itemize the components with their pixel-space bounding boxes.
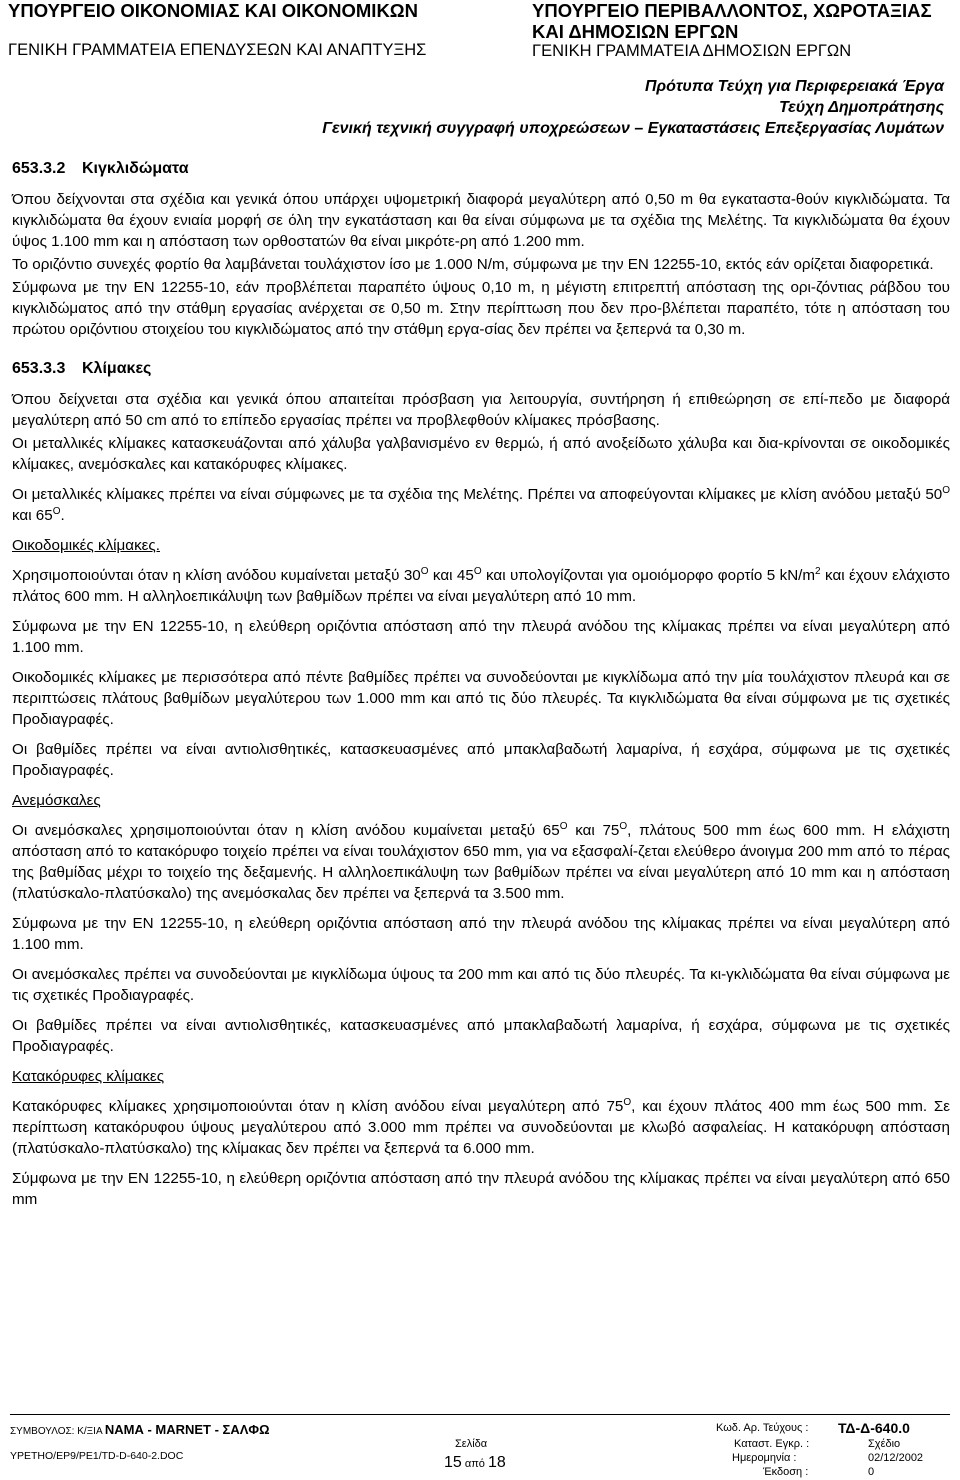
- text-run: Χρησιμοποιούνται όταν η κλίση ανόδου κυμαίνεται μεταξύ 30: [12, 567, 421, 584]
- status-label: Καταστ. Εγκρ. :: [734, 1438, 810, 1450]
- subheading-ladders: Ανεμόσκαλες: [12, 792, 101, 809]
- text-run: Κατακόρυφες κλίμακες χρησιμοποιούνται όταν η κλίση ανόδου είναι μεγαλύτερη από 75: [12, 1098, 624, 1115]
- date-label: Ημερομηνία :: [732, 1452, 797, 1464]
- subheading-building-stairs: Οικοδομικές κλίμακες.: [12, 537, 160, 554]
- page-of: από: [461, 1458, 488, 1470]
- text-run: Οι ανεμόσκαλες χρησιμοποιούνται όταν η κλίση ανόδου κυμαίνεται μεταξύ 65: [12, 822, 560, 839]
- document-type-title: Τεύχη Δημοπράτησης: [778, 99, 944, 116]
- degree-mark: Ο: [420, 565, 429, 577]
- footer-divider: [10, 1414, 950, 1415]
- paragraph: [12, 484, 950, 526]
- edition-value: 0: [868, 1466, 875, 1478]
- section-title: Κλίμακες: [82, 360, 152, 377]
- status-value: Σχέδιο: [868, 1438, 901, 1450]
- page-number: [444, 1454, 506, 1472]
- document-body: [12, 158, 950, 1219]
- paragraph: [12, 565, 950, 607]
- paragraph: Σύμφωνα με την EN 12255-10, η ελεύθερη οριζόντια απόσταση από την πλευρά ανόδου της κλίμακας πρέπει να είναι μεγαλύτερη από 650 mm: [12, 1170, 950, 1208]
- degree-mark: Ο: [619, 820, 628, 832]
- paragraph: Σύμφωνα με την EN 12255-10, εάν προβλέπεται παραπέτο ύψους 0,10 m, η μέγιστη επιτρεπτή απόσταση της ορι-ζόντιας ράβδου του κιγκλιδώματος από την στάθμη εργασίας ανέρχεται σε 0,50 m. Στην περίπτωση που δεν προ-βλέπεται παραπέτο, τότε η απόσταση του πρώτου οριζόντιου στοιχείου του κιγκλιδώματος από την στάθμη εργα-σίας δεν πρέπει να ξεπερνά τα 0,30 m.: [12, 279, 950, 338]
- page-total: 18: [487, 1454, 506, 1471]
- ministry-left-title: ΥΠΟΥΡΓΕΙΟ ΟΙΚΟΝΟΜΙΑΣ ΚΑΙ ΟΙΚΟΝΟΜΙΚΩΝ: [8, 0, 418, 21]
- page-header: [0, 0, 960, 70]
- paragraph: Οικοδομικές κλίμακες με περισσότερα από πέντε βαθμίδες πρέπει να συνοδεύονται με κιγκλίδωμα από την μία τουλάχιστον πλευρά και σε περιπτώσεις πλάτους βαθμίδων μεγαλύτερου των 1.000 mm και από τις δύο πλευρές. Τα κιγκλιδώματα θα είναι σύμφωνα με τις σχετικές Προδιαγραφές.: [12, 669, 950, 728]
- paragraph: Οι μεταλλικές κλίμακες κατασκευάζονται από χάλυβα γαλβανισμένο εν θερμώ, ή από ανοξείδωτο χάλυβα και δια-κρίνονται σε οικοδομικές κλίμακες, ανεμόσκαλες και κατακόρυφες κλίμακες.: [12, 435, 950, 473]
- text-run: , και έχουν πλάτος 400 mm έως 500 mm. Σε περίπτωση κατακόρυφου ύψους μεγαλύτερου από 3.000 mm πρέπει να συνοδεύονται με κλωβό ασφαλείας. Η κατακόρυφη απόσταση (πλατύσκαλο-πλατύσκαλο) της κλίμακας δεν πρέπει να ξεπερνά τα 6.000 mm.: [12, 1098, 950, 1157]
- edition-label: Έκδοση :: [763, 1466, 809, 1478]
- section-heading-railings: [12, 158, 950, 179]
- subheading-vertical-ladders: Κατακόρυφες κλίμακες: [12, 1068, 165, 1085]
- document-series-title: Πρότυπα Τεύχη για Περιφερειακά Έργα: [644, 78, 944, 95]
- degree-mark: Ο: [942, 484, 950, 496]
- text-run: και έχουν ελάχιστο πλάτος 600 mm. Η αλληλοεπικάλυψη των βαθμίδων πρέπει να είναι μεγαλύτερη από 10 mm.: [12, 567, 950, 605]
- paragraph: Οι ανεμόσκαλες πρέπει να συνοδεύονται με κιγκλίδωμα ύψους τα 200 mm και από τις δύο πλευρές. Τα κι-γκλιδώματα θα είναι σύμφωνα με τις σχετικές Προδιαγραφές.: [12, 966, 950, 1004]
- section-number: 653.3.2: [12, 160, 66, 177]
- code-value: ΤΔ-Δ-640.0: [838, 1420, 910, 1436]
- text-run: , πλάτους 500 mm έως 600 mm. Η ελάχιστη απόσταση από το κατακόρυφο τοιχείο πρέπει να είναι τουλάχιστον 650 mm, για να εξασφαλί-ζεται ελεύθερο άνοιγμα 200 mm από το πέρας της βαθμίδας μέχρι το τοιχείο της δεξαμενής. Η αλληλοεπικάλυψη των βαθμίδων πρέπει να είναι μεγαλύτερη από 10 mm και η απόσταση (πλατύσκαλο-πλατύσκαλο) της ανεμόσκαλας δεν πρέπει να ξεπερνά τα 3.500 mm.: [12, 822, 950, 902]
- paragraph: Όπου δείχνεται στα σχέδια και γενικά όπου απαιτείται πρόσβαση για λειτουργία, συντήρηση ή επιθεώρηση σε επί-πεδο με διαφορά μεγαλύτερη από 50 cm από το επίπεδο εργασίας πρέπει να προβλεφθούν κλίμακες πρόσβασης.: [12, 391, 950, 429]
- advisor-info: [10, 1422, 270, 1437]
- degree-mark: Ο: [52, 505, 61, 517]
- text-run: και 65: [12, 507, 53, 524]
- ministry-right-subtitle: ΓΕΝΙΚΗ ΓΡΑΜΜΑΤΕΙΑ ΔΗΜΟΣΙΩΝ ΕΡΓΩΝ: [532, 42, 852, 60]
- paragraph: [12, 1096, 950, 1159]
- file-name: YPETHO/EP9/PE1/TD-D-640-2.DOC: [10, 1450, 184, 1462]
- superscript: 2: [815, 565, 821, 577]
- page-label: Σελίδα: [455, 1438, 488, 1450]
- paragraph: Σύμφωνα με την EN 12255-10, η ελεύθερη οριζόντια απόσταση από την πλευρά ανόδου της κλίμακας πρέπει να είναι μεγαλύτερη από 1.100 mm.: [12, 915, 950, 953]
- section-number: 653.3.3: [12, 360, 66, 377]
- paragraph: Το οριζόντιο συνεχές φορτίο θα λαμβάνεται τουλάχιστον ίσο με 1.000 N/m, σύμφωνα με την EN 12255-10, εκτός εάν ορίζεται διαφορετικά.: [12, 256, 934, 273]
- advisor-label: ΣΥΜΒΟΥΛΟΣ: Κ/ΞΙΑ: [10, 1426, 105, 1437]
- paragraph: Σύμφωνα με την EN 12255-10, η ελεύθερη οριζόντια απόσταση από την πλευρά ανόδου της κλίμακας πρέπει να είναι μεγαλύτερη από 1.100 mm.: [12, 618, 950, 656]
- section-title: Κιγκλιδώματα: [82, 160, 189, 177]
- code-label: Κωδ. Αρ. Τεύχους :: [716, 1422, 809, 1434]
- degree-mark: Ο: [559, 820, 568, 832]
- text-run: και 75: [567, 822, 620, 839]
- text-run: και 45: [428, 567, 474, 584]
- text-run: και υπολογίζονται για ομοιόμορφο φορτίο 5 kN/m: [481, 567, 816, 584]
- paragraph: [12, 820, 950, 904]
- ministry-left-subtitle: ΓΕΝΙΚΗ ΓΡΑΜΜΑΤΕΙΑ ΕΠΕΝΔΥΣΕΩΝ ΚΑΙ ΑΝΑΠΤΥΞΗΣ: [8, 41, 427, 59]
- paragraph: Οι βαθμίδες πρέπει να είναι αντιολισθητικές, κατασκευασμένες από μπακλαβαδωτή λαμαρίνα, ή εσχάρα, σύμφωνα με τις σχετικές Προδιαγραφές.: [12, 741, 950, 779]
- degree-mark: Ο: [623, 1096, 632, 1108]
- text-run: Οι μεταλλικές κλίμακες πρέπει να είναι σύμφωνες με τα σχέδια της Μελέτης. Πρέπει να αποφεύγονται κλίμακες με κλίση ανόδου μεταξύ 50: [12, 486, 943, 503]
- section-heading-stairs: [12, 358, 950, 379]
- page-footer: [0, 1412, 960, 1480]
- ministry-right-title-2: ΚΑΙ ΔΗΜΟΣΙΩΝ ΕΡΓΩΝ: [532, 21, 739, 42]
- degree-mark: Ο: [473, 565, 482, 577]
- paragraph: Οι βαθμίδες πρέπει να είναι αντιολισθητικές, κατασκευασμένες από μπακλαβαδωτή λαμαρίνα, ή εσχάρα, σύμφωνα με τις σχετικές Προδιαγραφές.: [12, 1017, 950, 1055]
- ministry-right-title-1: ΥΠΟΥΡΓΕΙΟ ΠΕΡΙΒΑΛΛΟΝΤΟΣ, ΧΩΡΟΤΑΞΙΑΣ: [532, 0, 932, 21]
- date-value: 02/12/2002: [868, 1452, 924, 1464]
- text-run: .: [60, 507, 65, 524]
- document-subject-title: Γενική τεχνική συγγραφή υποχρεώσεων – Εγκαταστάσεις Επεξεργασίας Λυμάτων: [322, 120, 944, 137]
- advisor-name: ΝΑΜΑ - MARNET - ΣΑΛΦΩ: [104, 1422, 270, 1437]
- page-current: 15: [444, 1454, 462, 1471]
- paragraph: Όπου δείχνονται στα σχέδια και γενικά όπου υπάρχει υψομετρική διαφορά μεγαλύτερη από 0,50 m θα εγκαταστα-θούν κιγκλιδώματα. Τα κιγκλιδώματα θα έχουν ενιαία μορφή σε όλη την εγκατάσταση και θα είναι σύμφωνα με τα σχέδια της Μελέτης. Τα κιγκλιδώματα θα έχουν ύψος 1.100 mm και η απόσταση των ορθοστατών θα είναι μικρότε-ρη από 1.200 mm.: [12, 191, 950, 250]
